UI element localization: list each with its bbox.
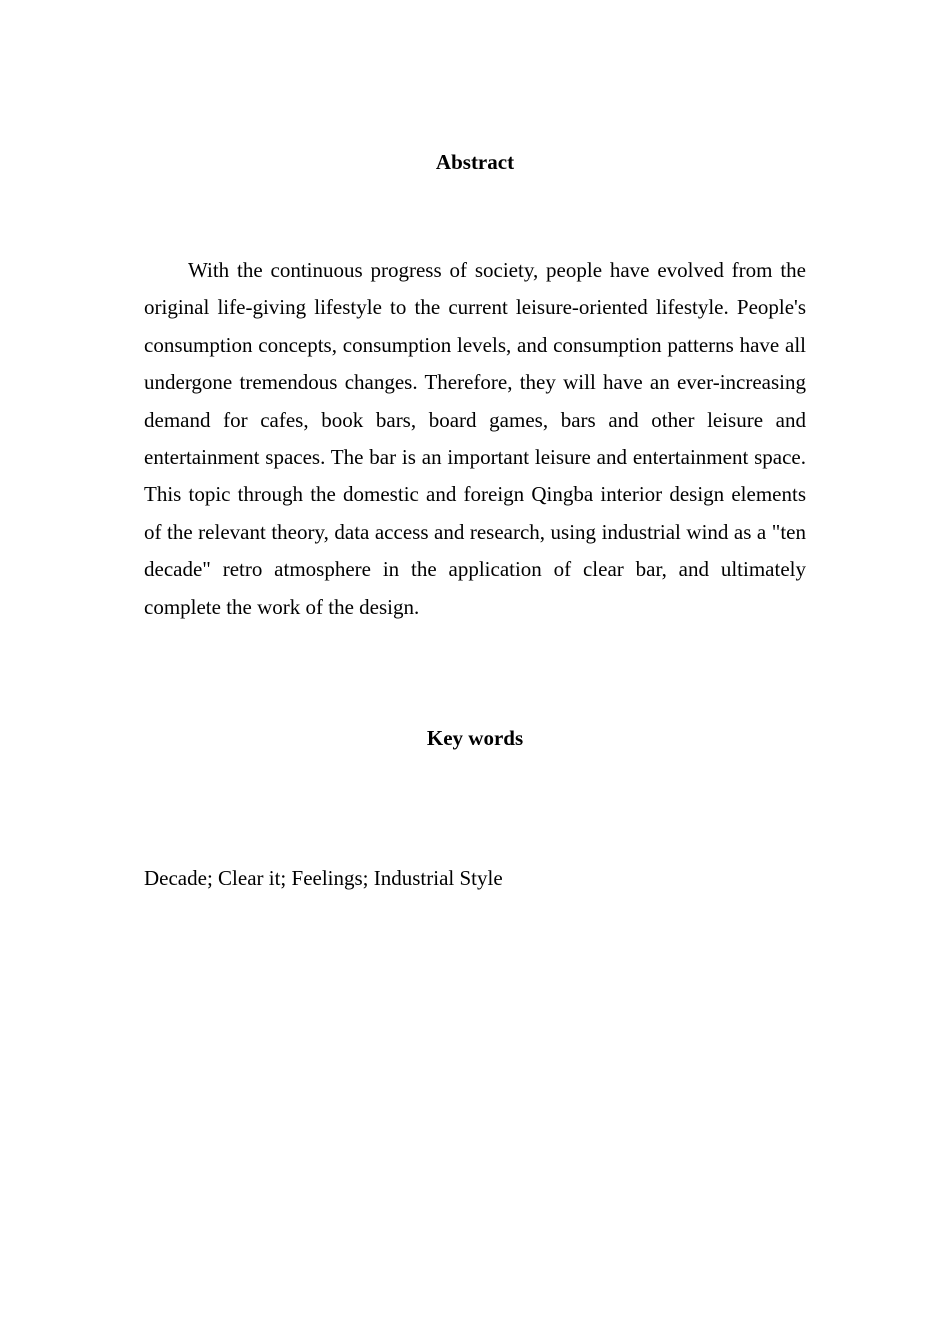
abstract-heading: Abstract: [435, 150, 515, 174]
keywords-list: Decade; Clear it; Feelings; Industrial Style: [144, 866, 503, 890]
abstract-paragraph: With the continuous progress of society, people have evolved from the original life-giving lifestyle to the current leisure-oriented lifestyle. People's consumption concepts, consumption levels, and consumption patterns have all undergone tremendous changes. Therefore, they will have an ever-increasing demand for cafes, book bars, board games, bars and other leisure and entertainment spaces. The bar is an important leisure and entertainment space. This topic through the domestic and foreign Qingba interior design elements of the relevant theory, data access and research, using industrial wind as a "ten decade" retro atmosphere in the application of clear bar, and ultimately complete the work of the design.: [144, 258, 806, 619]
keywords-heading: Key words: [426, 726, 524, 750]
